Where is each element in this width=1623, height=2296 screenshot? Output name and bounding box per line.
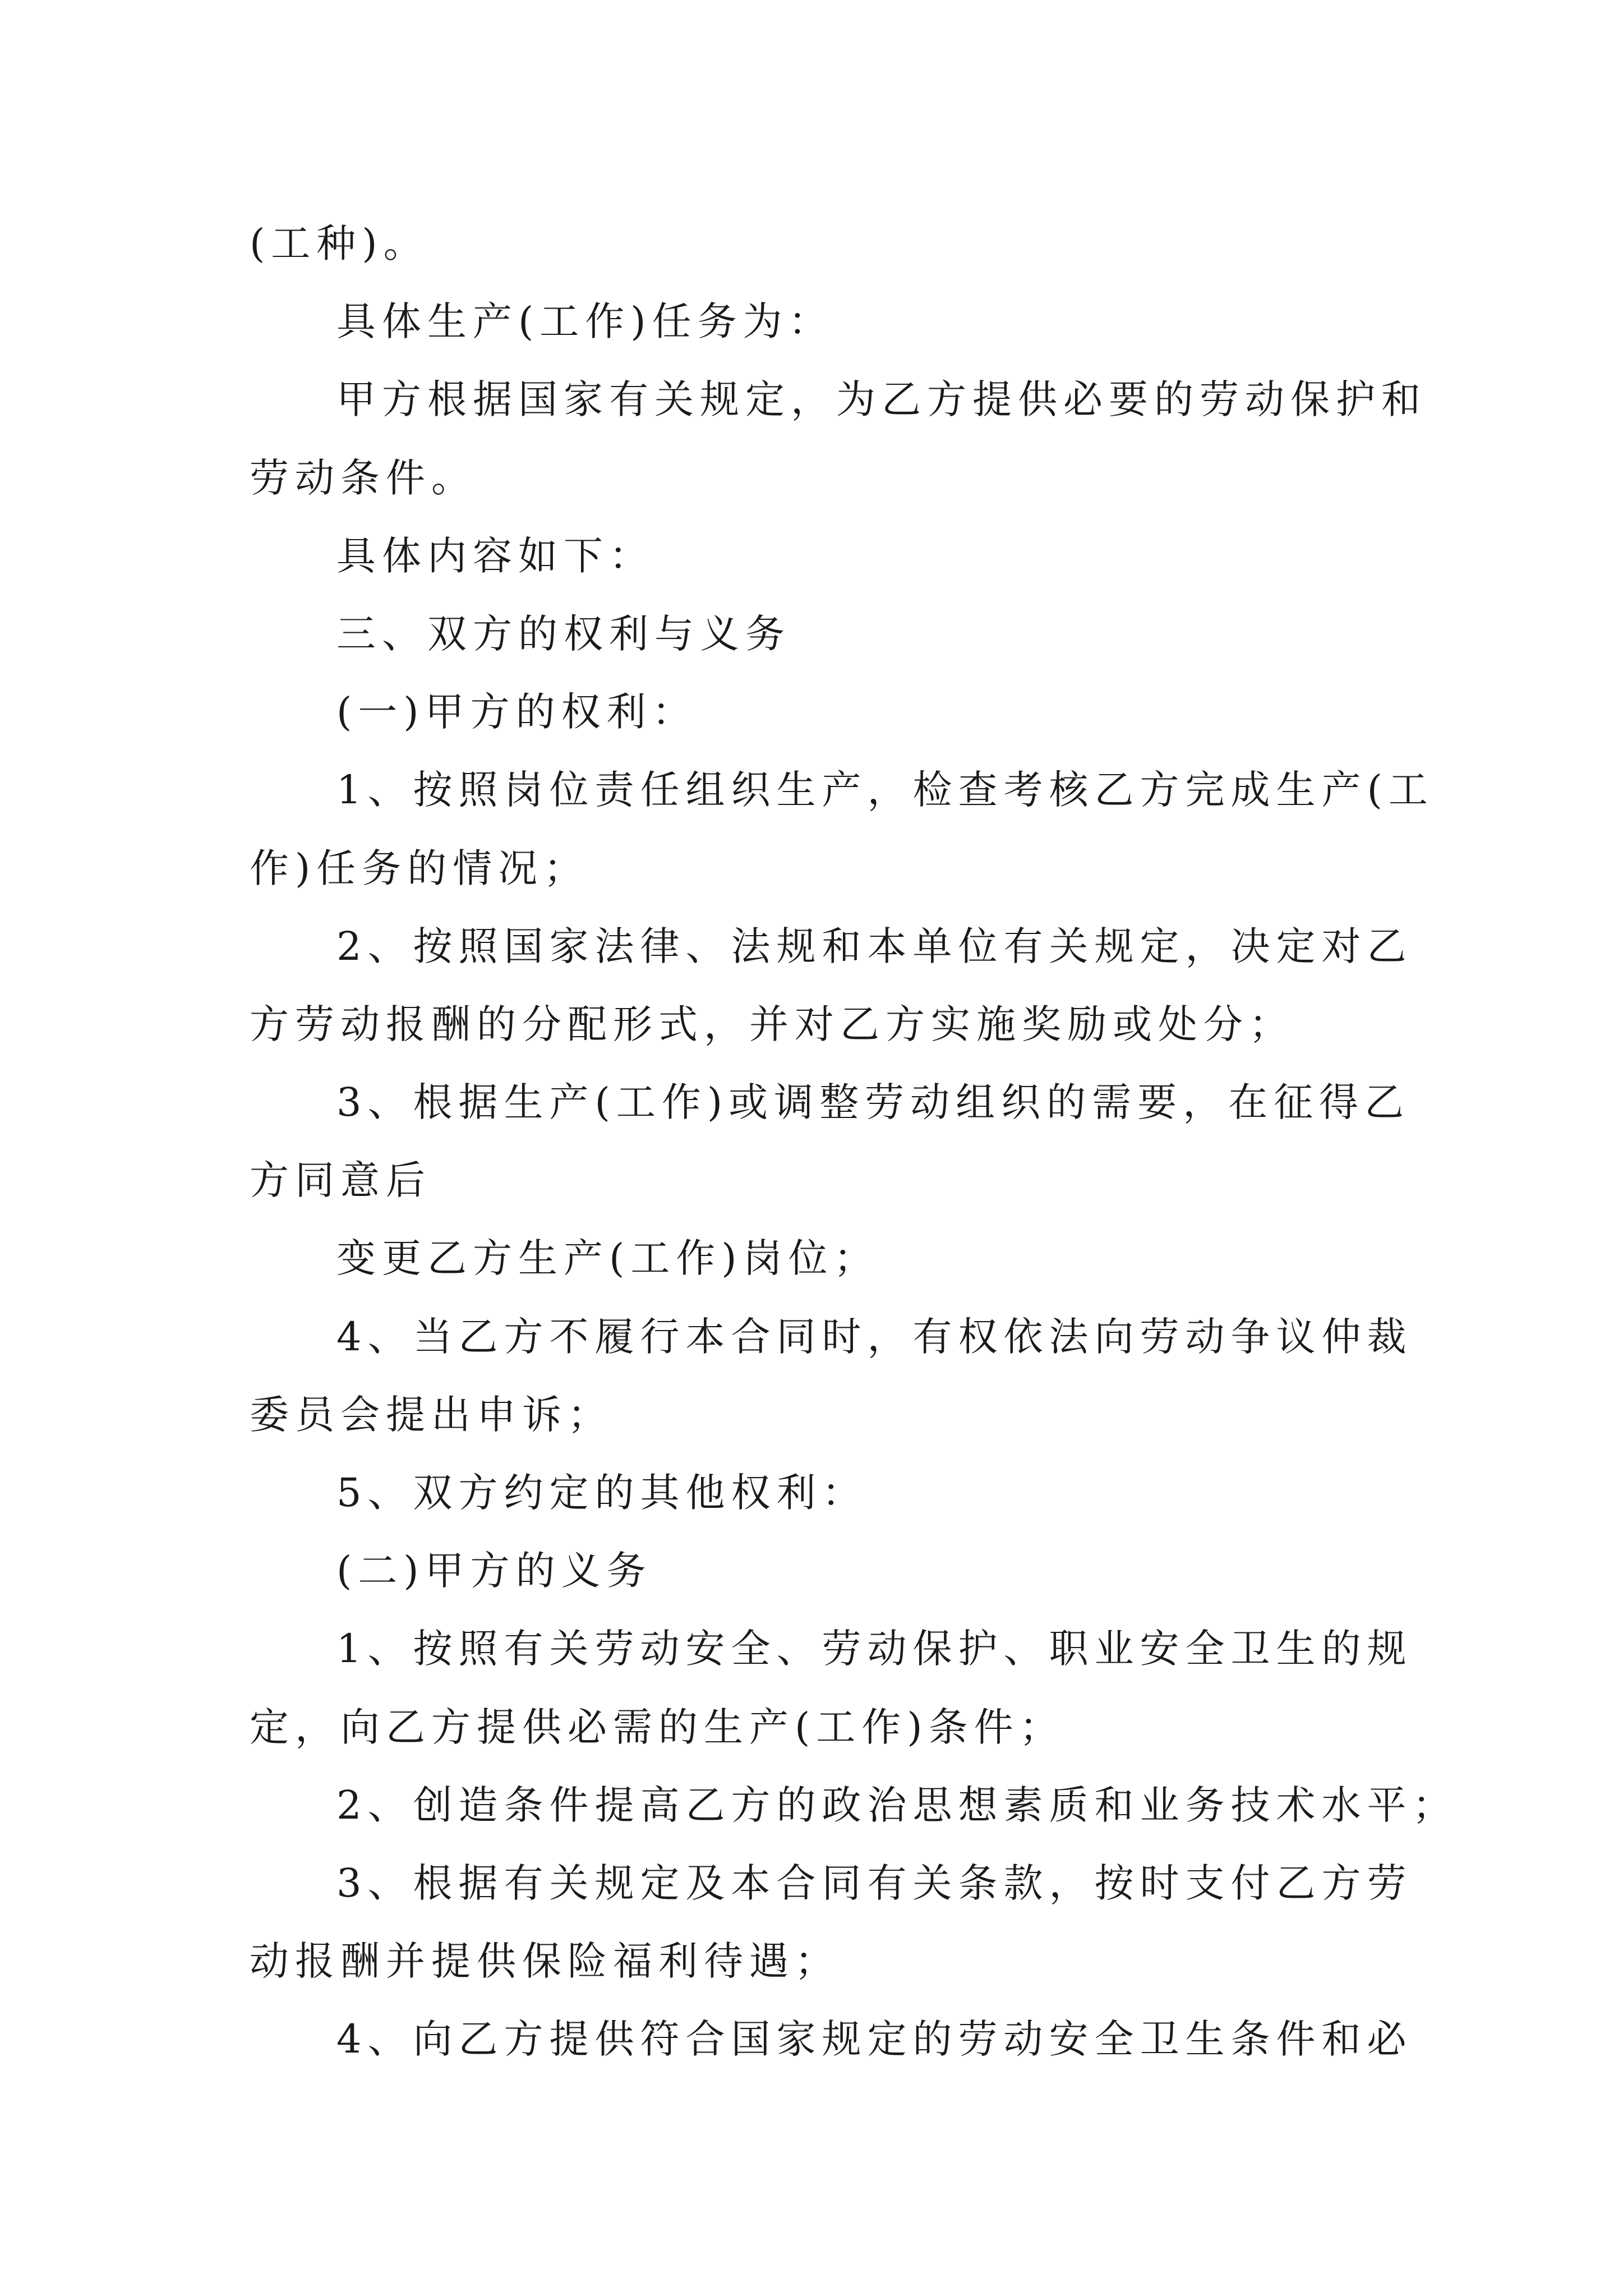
text-line: 5、双方约定的其他权利： [336,1470,868,1516]
text-line: 1、按照有关劳动安全、劳动保护、职业安全卫生的规 [336,1626,1413,1672]
text-line: 1、按照岗位责任组织生产，检查考核乙方完成生产(工 [336,767,1434,813]
text-line: 动报酬并提供保险福利待遇； [250,1938,840,1985]
text-line: 2、创造条件提高乙方的政治思想素质和业务技术水平； [336,1782,1458,1828]
text-line: 甲方根据国家有关规定，为乙方提供必要的劳动保护和 [336,376,1427,423]
text-line: (工种)。 [250,220,429,266]
subsection-heading: (二)甲方的义务 [336,1548,652,1594]
text-line: 具体内容如下： [336,532,654,579]
text-line: 3、根据有关规定及本合同有关条款，按时支付乙方劳 [336,1860,1413,1906]
text-line: 3、根据生产(工作)或调整劳动组织的需要，在征得乙 [336,1079,1410,1126]
text-line: 4、当乙方不履行本合同时，有权依法向劳动争议仲裁 [336,1313,1413,1360]
text-line: 变更乙方生产(工作)岗位； [336,1235,879,1282]
document-body [250,205,1458,2079]
text-line: 具体生产(工作)任务为： [336,298,834,345]
text-line: 2、按照国家法律、法规和本单位有关规定，决定对乙 [336,923,1413,969]
subsection-heading: (一)甲方的权利： [336,689,698,735]
text-line: 定，向乙方提供必需的生产(工作)条件； [250,1704,1065,1750]
text-line: 委员会提出申诉； [250,1391,613,1438]
text-line: 方同意后 [250,1157,431,1204]
text-line: 4、向乙方提供符合国家规定的劳动安全卫生条件和必 [336,2016,1413,2063]
text-line: 方劳动报酬的分配形式，并对乙方实施奖励或处分； [250,1001,1294,1047]
section-heading: 三、双方的权利与义务 [336,610,791,657]
text-line: 劳动条件。 [250,454,477,501]
text-line: 作)任务的情况； [250,845,589,891]
